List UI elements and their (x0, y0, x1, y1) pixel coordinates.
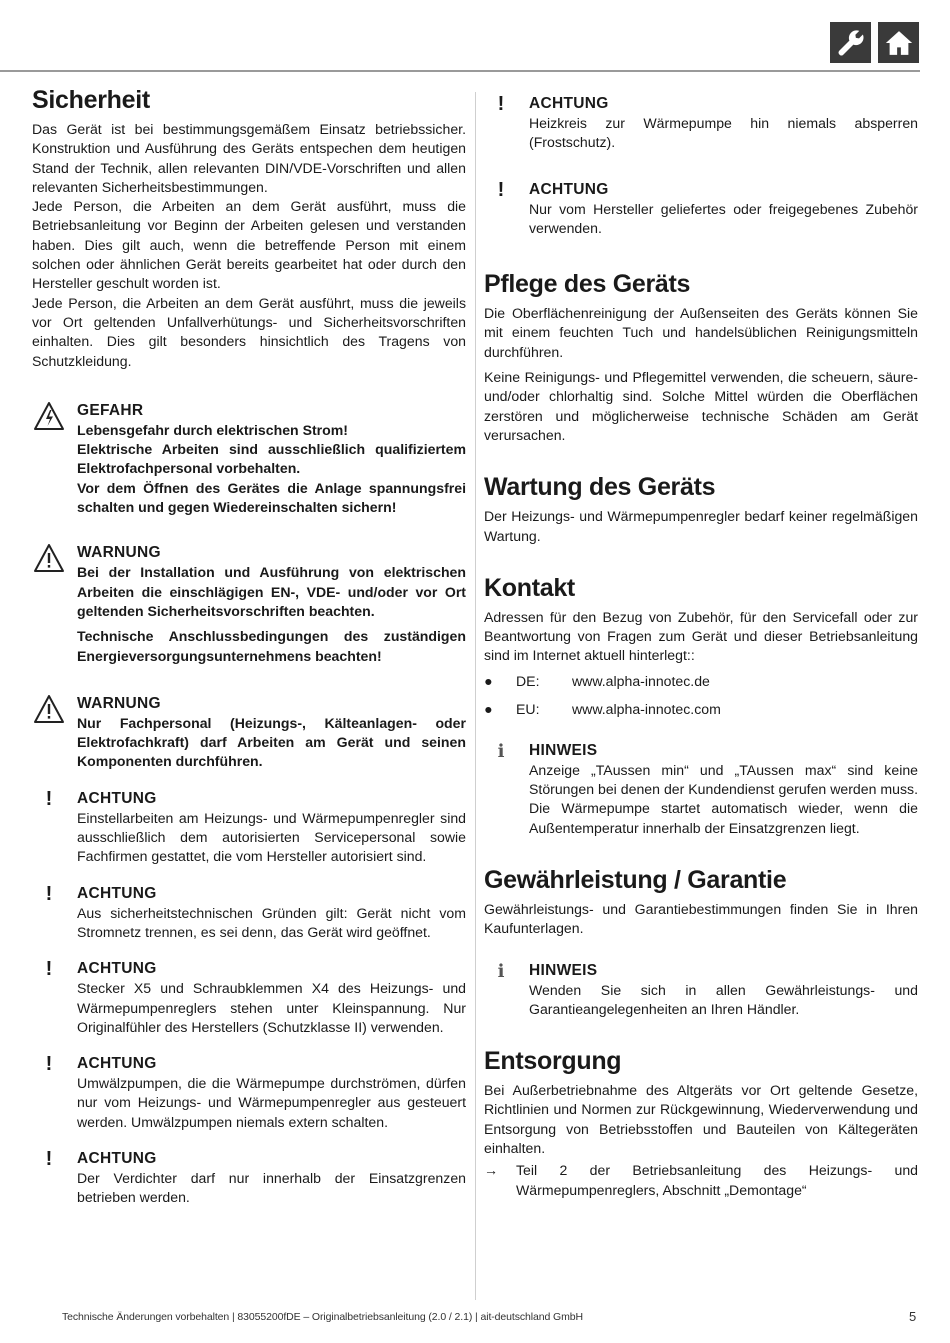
hinweis-title: HINWEIS (529, 961, 598, 979)
warnung-title: WARNUNG (77, 544, 161, 562)
exclamation-icon: ! (497, 178, 505, 201)
heading-entsorgung: Entsorgung (484, 1047, 622, 1076)
exclamation-icon: ! (45, 787, 53, 810)
achtung-text: Einstellarbeiten am Heizungs- und Wärmepumpenregler sind ausschließlich dem autorisierten Servicepersonal sowie Fachfirmen gestattet, die vom Hersteller autorisiert sind. (77, 809, 466, 865)
gefahr-line: Lebensgefahr durch elektrischen Strom! (77, 421, 348, 438)
warnung-text: Nur Fachpersonal (Heizungs-, Kälteanlagen- oder Elektrofachkraft) darf Arbeiten am Gerät und seinen Komponenten durchführen. (77, 714, 466, 770)
warning-triangle-icon (32, 694, 66, 728)
wrench-icon (836, 28, 866, 58)
list-item (484, 672, 918, 691)
exclamation-icon: ! (497, 93, 505, 115)
heading-pflege: Pflege des Geräts (484, 270, 691, 299)
warnung-text: Bei der Installation und Ausführung von elektrischen Arbeiten die einschlägigen EN-, VDE- und/oder vor Ort geltenden Sicherheitsvorschriften beachten. (77, 564, 466, 619)
bullet-icon: ● (484, 672, 493, 689)
garantie-text: Gewährleistungs- und Garantiebestimmungen finden Sie in Ihren Kaufunterlagen. (484, 900, 918, 937)
achtung-text: Der Verdichter darf nur innerhalb der Einsatzgrenzen betrieben werden. (77, 1169, 466, 1206)
hinweis-notice (484, 961, 918, 1020)
achtung-notice (32, 884, 466, 943)
achtung-text: Heizkreis zur Wärmepumpe hin niemals absperren (Frostschutz). (529, 115, 918, 151)
bullet-icon: ● (484, 700, 493, 717)
reference-item (484, 1161, 918, 1200)
info-icon: ℹ (497, 960, 505, 982)
achtung-notice (32, 1149, 466, 1208)
warnung-notice (32, 694, 466, 772)
entsorgung-text: Bei Außerbetriebnahme des Altgeräts vor Ort geltende Gesetze, Richtlinien und Normen zur Rückgewinnung, Wiederverwendung und Entsorgung von Betriebsstoffen und Bauteilen von Kältegeräten einhalten. (484, 1082, 918, 1157)
exclamation-icon: ! (45, 882, 53, 905)
warnung-text: Technische Anschlussbedingungen des zuständigen Energieversorgungsunternehmens beachten! (77, 628, 466, 664)
achtung-text: Umwälzpumpen, die die Wärmepumpe durchströmen, dürfen nur vom Heizungs- und Wärmepumpenregler aus gesteuert werden. Umwälzpumpen niemals extern schalten. (77, 1075, 466, 1130)
achtung-notice (32, 959, 466, 1037)
website-url: www.alpha-innotec.com (572, 700, 721, 717)
achtung-text: Nur vom Hersteller geliefertes oder freigegebenes Zubehör verwenden. (529, 200, 918, 236)
pflege-text: Keine Reinigungs- und Pflegemittel verwenden, die scheuern, säure- und/oder chlorhaltig sind. Solche Mittel würden die Oberflächen zerstören und möglicherweise technische Schäden am Gerät verursachen. (484, 369, 918, 443)
achtung-title: ACHTUNG (77, 1149, 157, 1167)
home-button[interactable] (878, 22, 919, 63)
warning-triangle-icon (32, 543, 66, 577)
heading-wartung: Wartung des Geräts (484, 473, 716, 502)
website-url: www.alpha-innotec.de (572, 672, 710, 689)
hinweis-notice (484, 741, 918, 838)
kontakt-text: Adressen für den Bezug von Zubehör, für den Servicefall oder zur Beantwortung von Fragen zum Gerät und dieser Betriebsanleitung sind im Internet aktuell hinterlegt:: (484, 608, 918, 664)
hinweis-text: Anzeige „TAussen min“ und „TAussen max“ sind keine Störungen bei denen der Kundendienst gerufen werden muss. Die Wärmepumpe startet automatisch wieder, wenn die Außentemperatur innerhalb der Einsatzgrenzen liegt. (529, 761, 918, 836)
achtung-notice (32, 789, 466, 867)
info-icon: ℹ (497, 740, 505, 762)
achtung-title: ACHTUNG (529, 95, 609, 112)
home-icon (884, 28, 914, 58)
left-column (32, 84, 466, 1208)
intro-paragraph: Das Gerät ist bei bestimmungsgemäßem Einsatz betriebssicher. Konstruktion und Ausführung des Geräts entspechen dem heutigen Stand der Technik, allen relevanten DIN/VDE-Vorschriften und allen relevanten Sicherheitsbestimmungen. (32, 121, 466, 195)
exclamation-icon: ! (45, 1147, 53, 1170)
achtung-title: ACHTUNG (529, 180, 609, 198)
region-label: EU: (516, 700, 540, 717)
intro-paragraph: Jede Person, die Arbeiten an dem Gerät ausführt, muss die jeweils vor Ort geltenden Unfallverhütungs- und Sicherheitsvorschriften einhalten. Dies gilt besonders hinsichtlich des Tragens von Schutzkleidung. (32, 294, 466, 369)
achtung-notice (484, 180, 918, 239)
achtung-title: ACHTUNG (77, 960, 157, 978)
heading-garantie: Gewährleistung / Garantie (484, 865, 787, 894)
electric-hazard-icon (32, 401, 66, 435)
list-item (484, 700, 918, 719)
heading-sicherheit: Sicherheit (32, 86, 150, 114)
tools-button[interactable] (830, 22, 871, 63)
column-divider (475, 92, 476, 1300)
achtung-text: Aus sicherheitstechnischen Gründen gilt: Gerät nicht vom Stromnetz trennen, es sei denn, das Gerät wird geöffnet. (77, 904, 466, 940)
achtung-notice (32, 1054, 466, 1132)
hinweis-text: Wenden Sie sich in allen Gewährleistungs- und Garantieangelegenheiten an Ihren Händler. (529, 981, 918, 1017)
right-column (484, 94, 918, 1200)
gefahr-line: Vor dem Öffnen des Gerätes die Anlage spannungsfrei schalten und gegen Wiedereinschalten sichern! (77, 479, 466, 516)
achtung-title: ACHTUNG (77, 789, 157, 807)
arrow-right-icon: → (484, 1162, 499, 1179)
reference-text: Teil 2 der Betriebsanleitung des Heizungs- und Wärmepumpenreglers, Abschnitt „Demontage“ (516, 1162, 918, 1198)
region-label: DE: (516, 672, 540, 689)
gefahr-notice (32, 401, 466, 517)
achtung-notice (484, 94, 918, 153)
achtung-title: ACHTUNG (77, 1055, 157, 1073)
header-rule (0, 70, 920, 72)
heading-kontakt: Kontakt (484, 573, 575, 602)
exclamation-icon: ! (45, 1053, 53, 1076)
achtung-text: Stecker X5 und Schraubklemmen X4 des Heizungs- und Wärmepumpenreglers stehen unter Kleinspannung. Nur Originalfühler des Herstellers (Schutzklasse II) verwenden. (77, 980, 466, 1035)
warnung-notice (32, 543, 466, 665)
achtung-title: ACHTUNG (77, 884, 157, 902)
pflege-text: Die Oberflächenreinigung der Außenseiten des Geräts können Sie mit einem feuchten Tuch und handelsüblichen Reinigungsmitteln durchführen. (484, 305, 918, 360)
footer-text: Technische Änderungen vorbehalten | 83055200fDE – Originalbetriebsanleitung (2.0 / 2.1) | ait-deutschland GmbH (62, 1311, 583, 1323)
warnung-title: WARNUNG (77, 694, 161, 712)
gefahr-title: GEFAHR (77, 401, 144, 419)
intro-paragraph: Jede Person, die Arbeiten an dem Gerät ausführt, muss die Betriebsanleitung vor Beginn der Arbeiten gelesen und verstanden haben. Dies gilt auch, wenn die betreffende Person mit einem solchen oder ähnlichen Gerät bereits gearbeitet hat oder durch den Hersteller geschult worden ist. (32, 198, 466, 292)
exclamation-icon: ! (45, 958, 53, 981)
wartung-text: Der Heizungs- und Wärmepumpenregler bedarf keiner regelmäßigen Wartung. (484, 508, 918, 544)
hinweis-title: HINWEIS (529, 741, 598, 759)
gefahr-line: Elektrische Arbeiten sind ausschließlich qualifiziertem Elektrofachpersonal vorbehalten. (77, 441, 466, 477)
page-number: 5 (909, 1309, 917, 1324)
